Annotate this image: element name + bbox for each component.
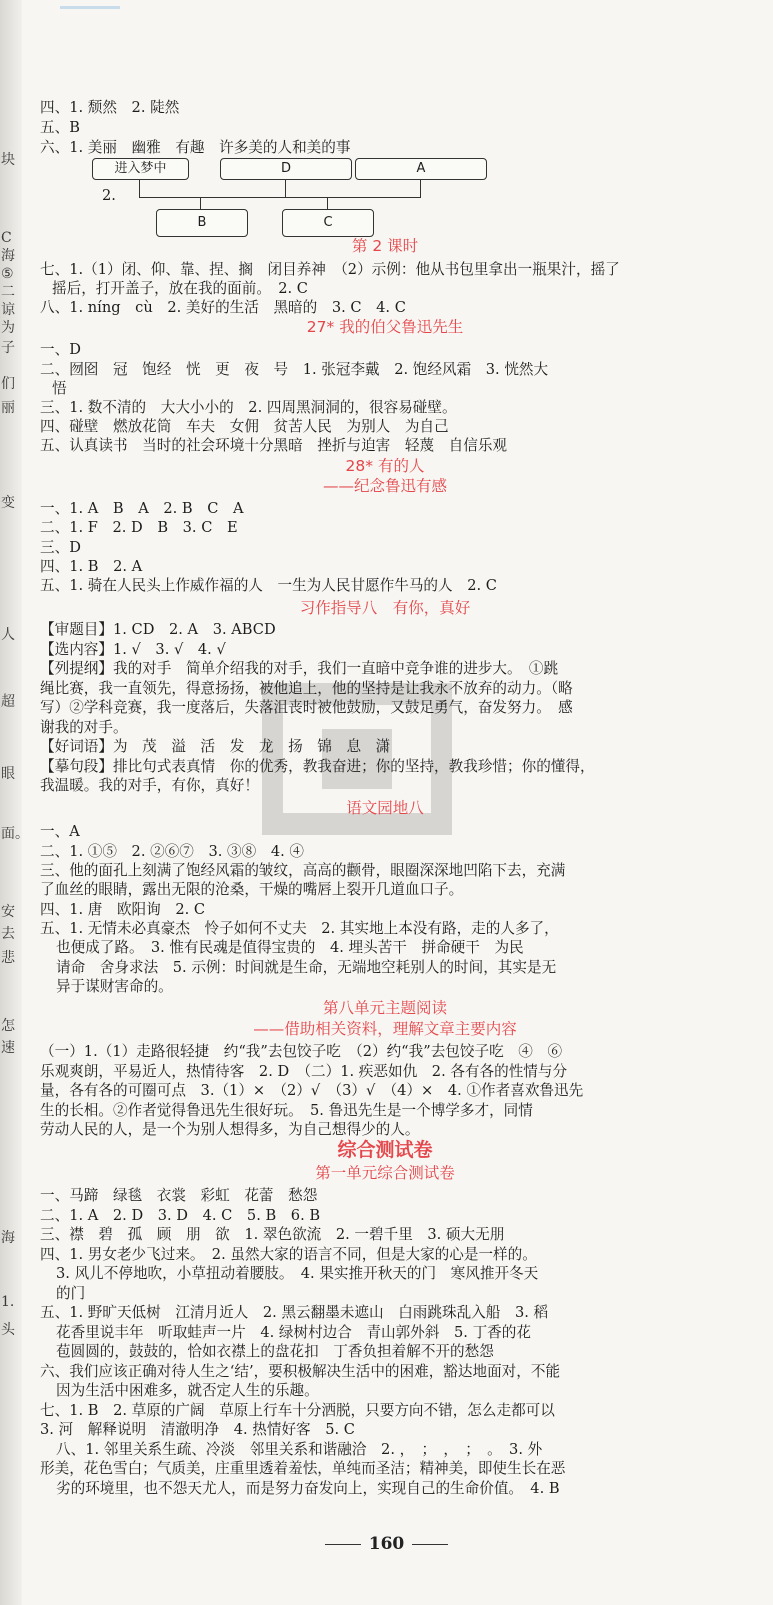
answer-line: 【摹句段】排比句式表真情 你的优秀，教我奋进；你的坚持，教我珍惜；你的懂得， [40,758,595,775]
diagram-box: B [156,209,248,237]
edge-char: 怎 [1,1018,15,1034]
diagram-box: A [355,158,487,180]
answer-line: 苞圆圆的，鼓鼓的，恰如衣襟上的盘花扣 丁香负担着解不开的愁怨 [56,1343,494,1360]
left-edge-fragments [0,0,29,1605]
edge-char: 变 [1,495,15,511]
answer-line: 六、1. 美丽 幽雅 有趣 许多美的人和美的事 [40,139,351,156]
answer-line: 请命 舍身求法 5. 示例：时间就是生命，无端地空耗别人的时间，其实是无 [56,959,557,976]
section-heading: 28* 有的人 [345,457,425,475]
page-number-value: 160 [368,1534,405,1554]
answer-line: 形美，花色雪白；气质美，庄重里透着羞怯，单纯而圣洁；精神美，即使生长在恶 [40,1460,566,1477]
answer-line: 四、1. 颓然 2. 陡然 [40,99,180,116]
answer-line: 四、1. B 2. A [40,558,143,575]
diagram-connector [327,197,328,209]
edge-char: 为 [1,320,15,336]
answer-line: 四、1. 男女老少飞过来。 2. 虽然大家的语言不同，但是大家的心是一样的。 [40,1246,537,1263]
edge-char: 面。 [1,826,29,842]
answer-line: 五、1. 骑在人民头上作威作福的人 一生为人民甘愿作牛马的人 2. C [40,577,497,594]
diagram-box: D [220,158,352,180]
answer-line: 五、1. 野旷天低树 江清月近人 2. 黑云翻墨未遮山 白雨跳珠乱入船 3. 稻 [40,1304,549,1321]
answer-line: 【审题目】1. CD 2. A 3. ABCD [40,621,276,638]
answer-line: 四、1. 唐 欧阳询 2. C [40,901,206,918]
edge-char: 人 [1,627,15,643]
answer-line: 劣的环境里，也不怨天尤人，而是努力奋发向上，实现自己的生命价值。 4. B [56,1480,560,1497]
edge-char: 悲 [1,950,15,966]
diagram-box: C [282,209,374,237]
edge-char: 1. [1,1294,15,1310]
answer-line: 也便成了路。 3. 惟有民魂是值得宝贵的 4. 埋头苦干 拼命硬干 为民 [56,939,524,956]
diagram-connector [139,197,421,198]
answer-line: （一）1.（1）走路很轻捷 约“我”去包饺子吃 （2）约“我”去包饺子吃 ④ ⑥ [40,1043,563,1060]
answer-line: 五、1. 无情未必真豪杰 怜子如何不丈夫 2. 其实地上本没有路，走的人多了， [40,920,559,937]
edge-char: 去 [1,926,15,942]
answer-line: 三、他的面孔上刻满了饱经风霜的皱纹，高高的颧骨，眼圈深深地凹陷下去，充满 [40,862,566,879]
diagram-connector [200,197,201,209]
diagram-connector [420,180,421,198]
answer-line: 【选内容】1. √ 3. √ 4. √ [40,641,226,658]
page-number [0,1534,773,1554]
section-heading: 第 2 课时 [351,237,419,255]
answer-line: 二、囫囵 冠 饱经 恍 更 夜 号 1. 张冠李戴 2. 饱经风霜 3. 恍然大 [40,361,549,378]
page-number-dash [325,1544,361,1545]
section-subheading: ——借助相关资料，理解文章主要内容 [253,1020,517,1038]
answer-line: 3. 河 解释说明 清澈明净 4. 热情好客 5. C [40,1421,355,1438]
answer-line: 我温暖。我的对手，有你，真好！ [40,777,259,794]
answer-line: 一、A [40,823,80,840]
answer-line: 一、1. A B A 2. B C A [40,500,244,517]
edge-char: 眼 [1,766,15,782]
edge-char: 们 [1,376,15,392]
answer-line: 八、1. 邻里关系生疏、冷淡 邻里关系和谐融洽 2. ， ； ， ； 。 3. 外 [56,1441,543,1458]
section-heading: 第八单元主题阅读 [322,999,447,1017]
answer-line: 七、1. B 2. 草原的广阔 草原上行车十分洒脱，只要方向不错，怎么走都可以 [40,1402,555,1419]
answer-line: 五、认真读书 当时的社会环境十分黑暗 挫折与迫害 轻蔑 自信乐观 [40,437,508,454]
answer-line: 乐观爽朗，平易近人，热情待客 2. D （二）1. 疾恶如仇 2. 各有各的性情与分 [40,1063,568,1080]
page-number-dash [412,1544,448,1545]
edge-char: 谅 [1,302,15,318]
edge-char: 速 [1,1040,15,1056]
edge-char: 二 [1,284,15,300]
answer-line: 七、1.（1）闭、仰、靠、捏、搁 闭目养神 （2）示例：他从书包里拿出一瓶果汁，摇了 [40,261,620,278]
answer-line: 六、我们应该正确对待人生之‘结’，要积极解决生活中的困难，豁达地面对，不能 [40,1363,561,1380]
answer-line: 了血丝的眼睛，露出无限的沧桑，干燥的嘴唇上裂开几道血口子。 [40,881,464,898]
answer-line: 二、1. F 2. D B 3. C E [40,519,238,536]
answer-line: 悟 [52,380,67,397]
answer-line: 的门 [56,1285,86,1302]
answer-line: 二、1. A 2. D 3. D 4. C 5. B 6. B [40,1207,321,1224]
answer-line: 绳比赛，我一直领先，得意扬扬，被他追上，他的坚持是让我永不放弃的动力。（略 [40,680,573,697]
edge-char: C [1,230,12,246]
answer-line: 【好词语】为 茂 溢 活 发 龙 扬 锦 息 潇 [40,738,391,755]
edge-char: 海 [1,1230,15,1246]
answer-line: 异于谋财害命的。 [56,978,173,995]
answer-line: 因为生活中困难多，就否定人生的乐趣。 [56,1382,319,1399]
answer-line: 花香里说丰年 听取蛙声一片 4. 绿树村边合 青山郭外斜 5. 丁香的花 [56,1324,531,1341]
answer-line: 八、1. níng cù 2. 美好的生活 黑暗的 3. C 4. C [40,299,406,316]
answer-line: 2. [102,187,116,204]
answer-line: 三、D [40,539,81,556]
answer-line: 四、碰壁 燃放花筒 车夫 女佣 贫苦人民 为别人 为自己 [40,418,449,435]
answer-line: 一、D [40,341,81,358]
edge-char: 头 [1,1322,15,1338]
answer-line: 五、B [40,119,80,136]
answer-line: 3. 风儿不停地吹，小草扭动着腰肢。 4. 果实推开秋天的门 寒风推开冬天 [56,1265,539,1282]
diagram-connector [285,180,286,198]
section-heading: 27* 我的伯父鲁迅先生 [306,318,464,336]
edge-char: 超 [1,694,15,710]
answer-line: 三、1. 数不清的 大大小小的 2. 四周黑洞洞的，很容易碰壁。 [40,399,457,416]
section-subheading: ——纪念鲁迅有感 [322,477,447,495]
answer-line: 谢我的对手。 [40,719,128,736]
edge-char: 子 [1,340,15,356]
section-heading: 语文园地八 [346,799,424,817]
top-mark [60,6,120,9]
diagram-connector [139,180,140,198]
section-heading: 综合测试卷 [337,1139,433,1161]
answer-line: 一、马蹄 绿毯 衣裳 彩虹 花蕾 愁怨 [40,1187,318,1204]
answer-line: 二、1. ①⑤ 2. ②⑥⑦ 3. ③⑧ 4. ④ [40,843,304,860]
answer-line: 【列提纲】我的对手 简单介绍我的对手，我们一直暗中竞争谁的进步大。 ①跳 [40,660,559,677]
diagram-box: 进入梦中 [92,158,189,180]
edge-char: 块 [1,152,15,168]
edge-char: 安 [1,904,15,920]
answer-line: 量，各有各的可圈可点 3.（1）× （2）√ （3）√ （4）× 4. ①作者喜欢鲁迅先 [40,1082,584,1099]
answer-line: 写）②学科竞赛，我一度落后，失落沮丧时被他鼓励，又鼓足勇气，奋发努力。 感 [40,699,573,716]
edge-char: 丽 [1,400,15,416]
section-heading: 第一单元综合测试卷 [315,1164,455,1182]
edge-char: 海 [1,248,15,264]
section-heading: 习作指导八 有你，真好 [299,599,471,617]
answer-line: 三、襟 碧 孤 顾 朋 欲 1. 翠色欲流 2. 一碧千里 3. 硕大无朋 [40,1226,505,1243]
edge-char: ⑤ [1,266,14,282]
answer-line: 劳动人民的人，是一个为别人想得多，为自己想得少的人。 [40,1121,420,1138]
answer-line: 摇后，打开盖子，放在我的面前。 2. C [52,280,308,297]
answer-line: 生的长相。②作者觉得鲁迅先生很好玩。 5. 鲁迅先生是一个博学多才，同情 [40,1102,533,1119]
